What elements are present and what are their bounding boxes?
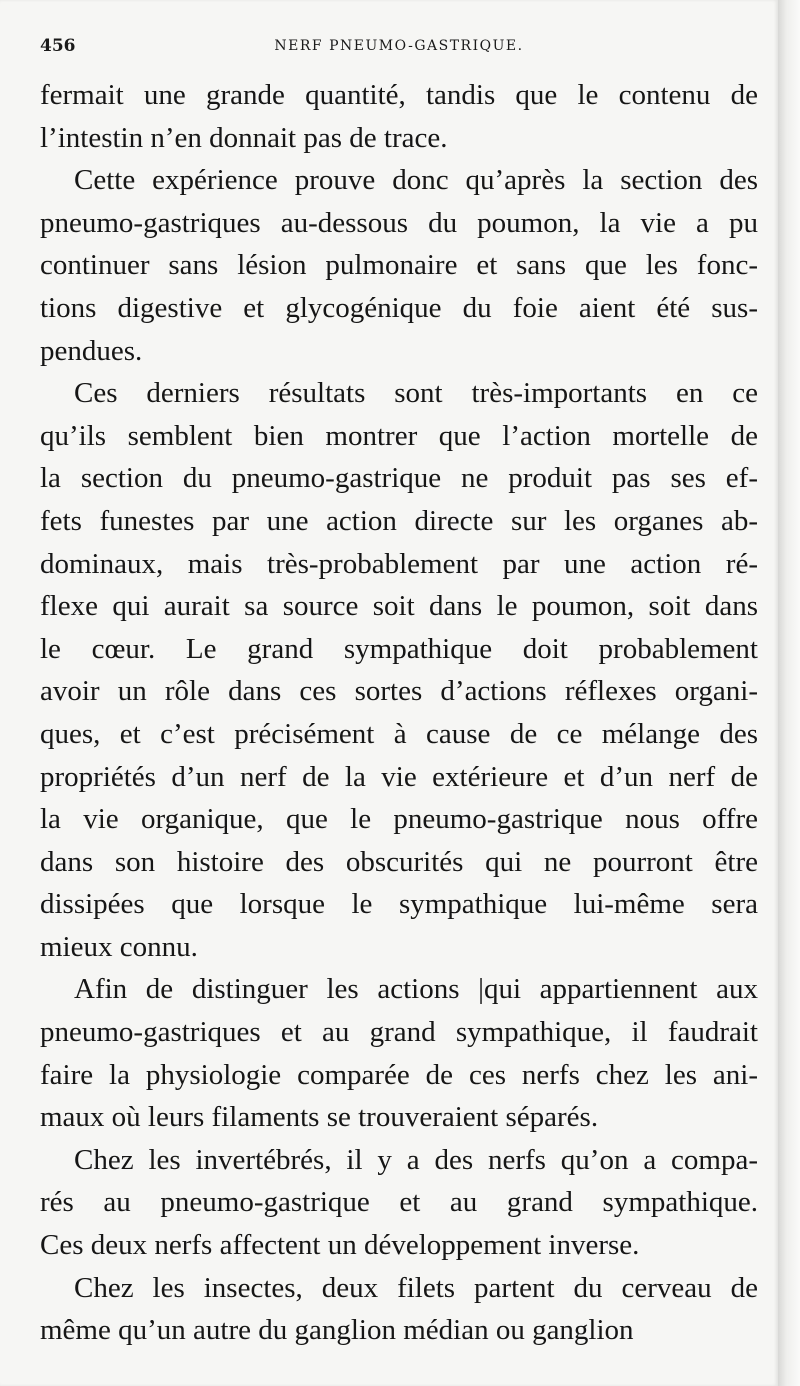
text-line: tions digestive et glycogénique du foie aient été sus- [40,291,758,324]
text-line: pendues. [40,334,143,367]
text-line: pneumo-gastriques et au grand sympathique, il faudrait [40,1016,758,1049]
text-line: flexe qui aurait sa source soit dans le poumon, soit dans [40,590,758,623]
paragraph [40,968,758,1138]
text-line: mieux connu. [40,930,198,963]
running-title: NERF PNEUMO-GASTRIQUE. [274,38,524,54]
text-line: maux où leurs filaments se trouveraient séparés. [40,1101,599,1134]
page-header [40,32,758,62]
text-line: faire la physiologie comparée de ces nerfs chez les ani- [40,1058,758,1091]
text-line: Chez les invertébrés, il y a des nerfs qu’on a compa- [74,1143,758,1176]
text-line: fermait une grande quantité, tandis que le contenu de [40,79,758,111]
text-line: l’intestin n’en donnait pas de trace. [40,121,448,154]
text-line: la section du pneumo-gastrique ne produit pas ses ef- [40,462,758,495]
text-line: qu’ils semblent bien montrer que l’action mortelle de [40,419,758,452]
text-line: même qu’un autre du ganglion médian ou ganglion [40,1314,634,1347]
text-line: fets funestes par une action directe sur les organes ab- [40,504,758,537]
text-line: avoir un rôle dans ces sortes d’actions réflexes organi- [40,675,758,708]
paragraph [40,74,758,159]
text-line: pneumo-gastriques au-dessous du poumon, la vie a pu [40,206,758,239]
page-number: 456 [40,36,76,56]
text-line: dissipées que lorsque le sympathique lui-même sera [40,888,758,921]
text-line: Cette expérience prouve donc qu’après la section des [74,164,758,197]
text-line: Ces derniers résultats sont très-importants en ce [74,377,758,410]
text-line: Afin de distinguer les actions |qui appartiennent aux [74,973,758,1006]
paragraph [40,372,758,968]
text-line: dominaux, mais très-probablement par une action ré- [40,547,758,580]
text-line: propriétés d’un nerf de la vie extérieure et d’un nerf de [40,760,758,793]
text-line: rés au pneumo-gastrique et au grand sympathique. [40,1186,758,1219]
page-edge [778,0,800,1386]
text-line: la vie organique, que le pneumo-gastrique nous offre [40,803,758,836]
text-line: Chez les insectes, deux filets partent du cerveau de [74,1271,758,1304]
text-line: dans son histoire des obscurités qui ne pourront être [40,845,758,878]
text-line: ques, et c’est précisément à cause de ce mélange des [40,717,758,750]
paragraph [40,159,758,372]
text-line: Ces deux nerfs affectent un développement inverse. [40,1229,640,1262]
text-line: le cœur. Le grand sympathique doit probablement [40,632,758,665]
text-line: continuer sans lésion pulmonaire et sans que les fonc- [40,249,758,282]
body-text [40,74,758,1352]
paragraph [40,1139,758,1267]
paragraph [40,1267,758,1352]
